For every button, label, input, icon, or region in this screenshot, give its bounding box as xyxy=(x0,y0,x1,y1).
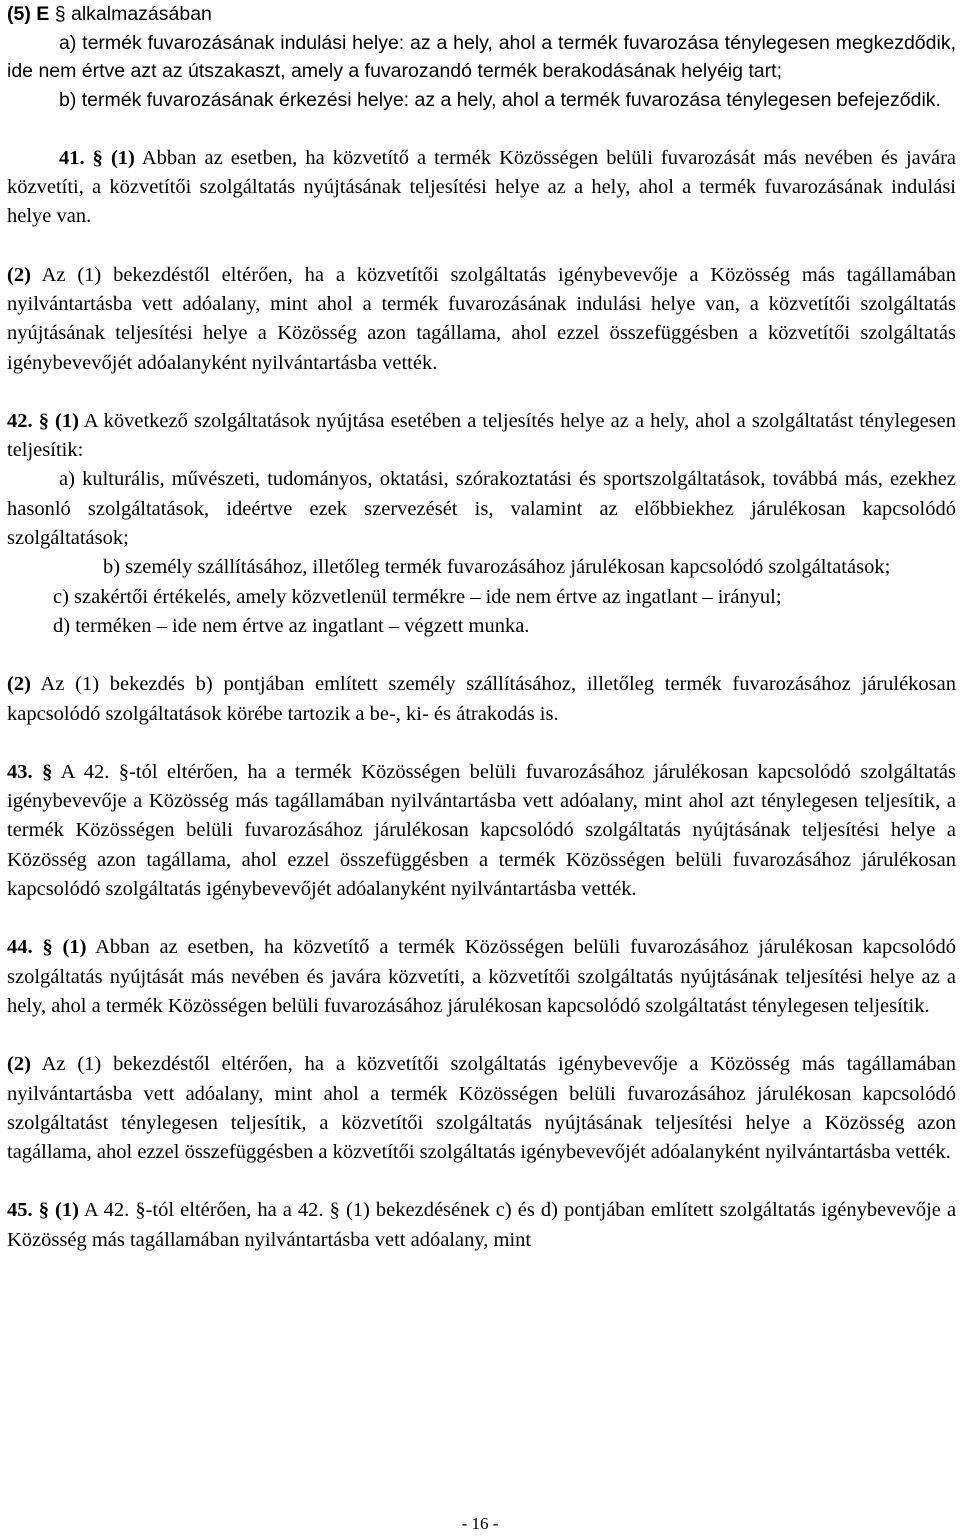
section-5-heading: (5) E § alkalmazásában xyxy=(7,3,212,25)
paragraph-42-point-d: d) terméken – ide nem értve az ingatlant – végzett munka. xyxy=(53,614,530,637)
section-sign-icon: § xyxy=(329,1199,340,1222)
paragraph-44 xyxy=(7,933,956,1167)
paragraph-45 xyxy=(7,1196,956,1255)
paragraph-42 xyxy=(7,407,956,729)
section-sign-icon: § xyxy=(42,760,53,783)
section-5-point-b: b) termék fuvarozásának érkezési helye: az a hely, ahol a termék fuvarozása ténylegesen befejeződik. xyxy=(59,89,941,112)
paragraph-41 xyxy=(7,144,956,378)
section-sign-icon: § xyxy=(92,146,103,169)
paragraph-44-subsection-1: 44. § (1) Abban az esetben, ha közvetítő a termék Közösségen belüli fuvarozásához járulékosan kapcsolódó szolgáltatás nyújtását más nevében és javára közvetíti, a közvetítői szolgáltatás nyújtásának teljesítési helye az a hely, ahol a termék Közösségen belüli fuvarozásához járulékosan kapcsolódó szolgáltatást ténylegesen teljesítik. xyxy=(7,936,957,1017)
paragraph-42-subsection-1: 42. § (1) A következő szolgáltatások nyújtása esetében a teljesítés helye az a hely, ahol a szolgáltatást ténylegesen teljesítik: xyxy=(7,409,956,462)
paragraph-42-subsection-2: (2) Az (1) bekezdés b) pontjában említett személy szállításához, illetőleg termék fuvarozásához járulékosan kapcsolódó szolgáltatások körébe tartozik a be-, ki- és átrakodás is. xyxy=(7,673,956,725)
section-sign-icon: § xyxy=(135,1199,146,1222)
section-sign-icon: § xyxy=(38,409,49,432)
paragraph-45-subsection-1: 45. § (1) A 42. §-tól eltérően, ha a 42. § (1) bekezdésének c) és d) pontjában említett szolgáltatás igénybevevője a Közösség más tagállamában nyilvántartásba vett adóalany, mint xyxy=(7,1199,957,1251)
paragraph-42-point-b: b) személy szállításához, illetőleg termék fuvarozásához járulékosan kapcsolódó szolgáltatások; xyxy=(103,556,891,579)
paragraph-42-point-a: a) kulturális, művészeti, tudományos, oktatási, szórakoztatási és sportszolgáltatások, továbbá más, ezekhez hasonló szolgáltatások, ideértve ezek szervezését is, valamint az előbbiekhez járulékosan kapcsolódó szolgáltatások; xyxy=(7,468,956,550)
paragraph-43 xyxy=(7,758,956,904)
section-sign-icon: § xyxy=(38,1199,49,1222)
paragraph-42-point-c: c) szakértői értékelés, amely közvetlenül termékre – ide nem értve az ingatlant – irányul; xyxy=(53,585,782,608)
paragraph-44-subsection-2: (2) Az (1) bekezdéstől eltérően, ha a közvetítői szolgáltatás igénybevevője a Közösség más tagállamában nyilvántartásba vett adóalany, mint ahol a termék Közösségen belüli fuvarozásához járulékosan kapcsolódó szolgáltatást ténylegesen teljesítik, a közvetítői szolgáltatás nyújtásának teljesítési helye a Közösség azon tagállama, ahol ezzel összefüggésben a közvetítői szolgáltatás igénybevevőjét adóalanyként nyilvántartásba vették. xyxy=(7,1053,956,1164)
section-5-block xyxy=(7,0,956,115)
paragraph-41-subsection-2: (2) Az (1) bekezdéstől eltérően, ha a közvetítői szolgáltatás igénybevevője a Közösség más tagállamában nyilvántartásba vett adóalany, mint ahol a termék fuvarozásának indulási helye van, a közvetítői szolgáltatás nyújtásának teljesítési helye a Közösség azon tagállama, ahol ezzel összefüggésben a közvetítői szolgáltatás igénybevevőjét adóalanyként nyilvántartásba vették. xyxy=(7,263,956,374)
paragraph-43-text: 43. § A 42. §-tól eltérően, ha a termék Közösségen belüli fuvarozásához járulékosan kapcsolódó szolgáltatás igénybevevője a Közösség más tagállamában nyilvántartásba vett adóalany, mint ahol azt ténylegesen teljesítik, a termék Közösségen belüli fuvarozásához járulékosan kapcsolódó szolgáltatás nyújtásának teljesítési helye a Közösség azon tagállama, ahol ezzel összefüggésben a termék Közösségen belüli fuvarozásához járulékosan kapcsolódó szolgáltatás igénybevevőjét adóalanyként nyilvántartásba vették. xyxy=(7,760,956,901)
section-5-point-a: a) termék fuvarozásának indulási helye: az a hely, ahol a termék fuvarozása ténylegesen megkezdődik, ide nem értve azt az útszakaszt, amely a fuvarozandó termék berakodásának helyéig tart; xyxy=(7,31,956,83)
section-sign-icon: § xyxy=(118,760,130,783)
page-number: - 16 - xyxy=(461,1514,499,1533)
paragraph-41-subsection-1: 41. § (1) Abban az esetben, ha közvetítő a termék Közösségen belüli fuvarozását más nevében és javára közvetíti, a közvetítői szolgáltatás nyújtásának teljesítési helye az a hely, ahol a termék fuvarozásának indulási helye van. xyxy=(7,146,957,228)
section-sign-icon: § xyxy=(54,3,66,25)
section-sign-icon: § xyxy=(42,936,53,959)
